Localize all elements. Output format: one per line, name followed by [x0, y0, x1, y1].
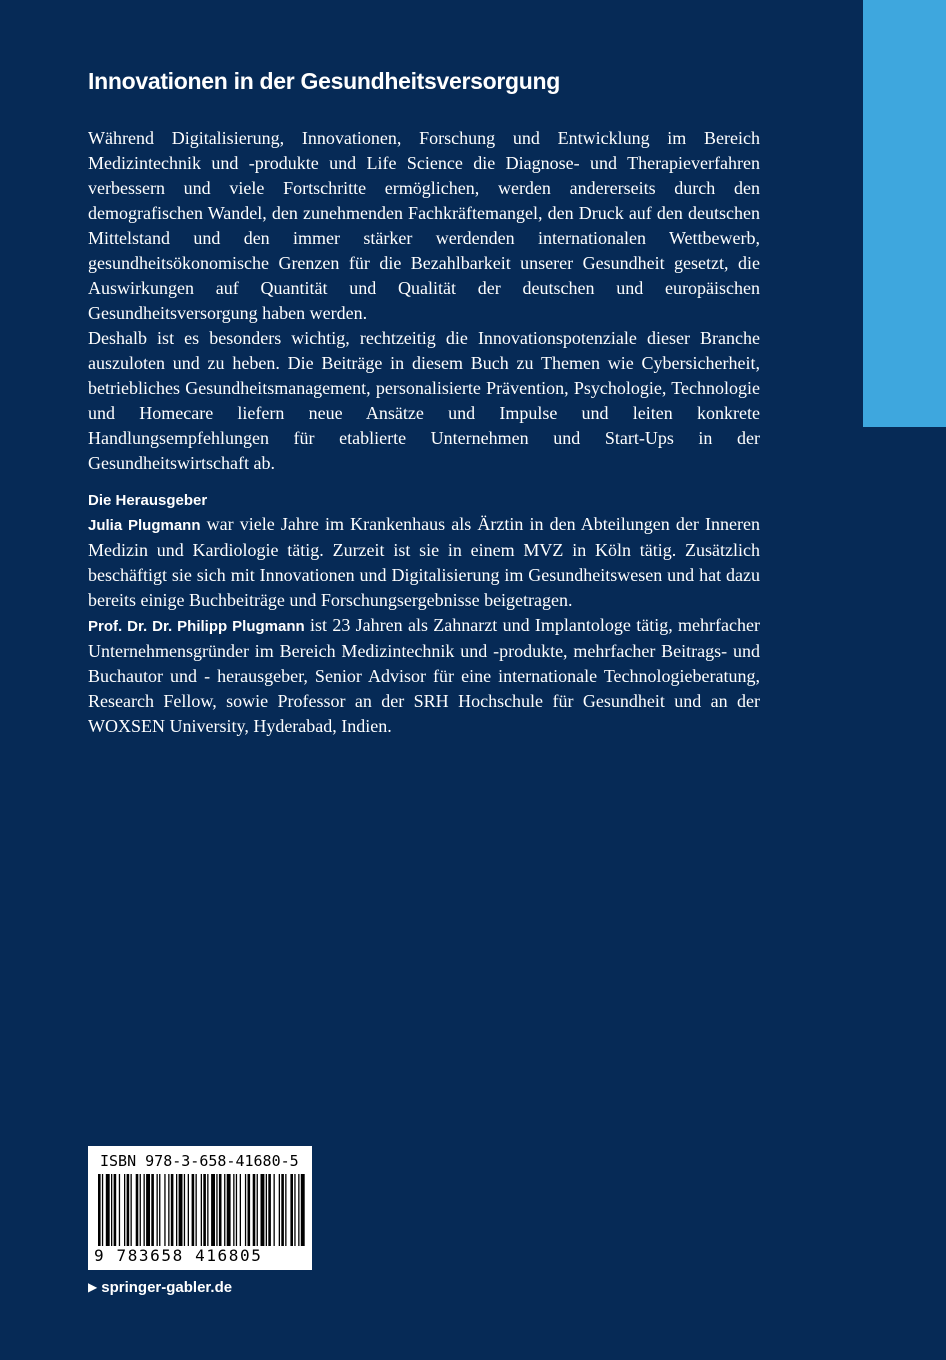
barcode-bar: [98, 1174, 101, 1246]
barcode-bar: [301, 1174, 305, 1246]
barcode-bar: [106, 1174, 110, 1246]
editor-name-2: Prof. Dr. Dr. Philipp Plugmann: [88, 618, 305, 635]
intro-paragraph-1: Während Digitalisierung, Innovationen, Forschung und Entwicklung im Bereich Medizintechnik und -produkte und Life Science die Diagnose- und Therapieverfahren verbessern und viele Fortschritte ermöglichen, werden andererseits durch den demografischen Wandel, den zunehmenden Fachkräftemangel, den Druck auf den deutschen Mittelstand und den immer stärker werdenden internationalen Wettbewerb, gesundheitsökonomische Grenzen für die Bezahlbarkeit unserer Gesundheit gesetzt, die Auswirkungen auf Quantität und Qualität der deutschen und europäischen Gesundheitsversorgung haben werden.: [88, 128, 760, 323]
accent-bar: [863, 0, 946, 427]
barcode-bar: [184, 1174, 185, 1246]
barcode-bar: [136, 1174, 139, 1246]
barcode-bar: [159, 1174, 160, 1246]
barcode-bar: [285, 1174, 286, 1246]
isbn-label: ISBN 978-3-658-41680-5: [100, 1152, 299, 1170]
barcode-bar: [207, 1174, 208, 1246]
barcode-bar: [157, 1174, 158, 1246]
barcode-bar: [279, 1174, 280, 1246]
barcode-bar: [268, 1174, 271, 1246]
barcode-bar: [179, 1174, 183, 1246]
barcode-bar: [124, 1174, 125, 1246]
barcode-bar: [290, 1174, 293, 1246]
barcode-bar: [176, 1174, 177, 1246]
barcode-bar: [111, 1174, 112, 1246]
barcode-bar: [131, 1174, 132, 1246]
editor-name-1: Julia Plugmann: [88, 517, 201, 534]
barcode-digits: 9 783658 416805: [94, 1246, 263, 1265]
barcode-bar: [102, 1174, 103, 1246]
barcode-bar: [266, 1174, 267, 1246]
barcode-bar: [151, 1174, 154, 1246]
barcode-bar: [140, 1174, 141, 1246]
barcode-bar: [219, 1174, 222, 1246]
barcode-bar: [164, 1174, 165, 1246]
barcode-bar: [216, 1174, 217, 1246]
barcode-bar: [119, 1174, 120, 1246]
barcode-bar: [146, 1174, 150, 1246]
barcode-bar: [196, 1174, 197, 1246]
barcode-bar: [240, 1174, 241, 1246]
barcode-bar: [144, 1174, 145, 1246]
editors-heading: Die Herausgeber: [88, 492, 208, 509]
editor-bio-2: [88, 613, 760, 739]
intro-paragraph-2: Deshalb ist es besonders wichtig, rechtzeitig die Innovationspotenziale dieser Branche auszuloten und zu heben. Die Beiträge in diesem Buch zu Themen wie Cybersicherheit, betriebliches Gesundheitsmanagement, personalisierte Prävention, Psychologie, Technologie und Homecare liefern neue Ansätze und Impulse und leiten konkrete Handlungsempfehlungen für etablierte Unternehmen und Start-Ups in der Gesundheitswirtschaft ab.: [88, 328, 760, 473]
barcode-bar: [248, 1174, 251, 1246]
editor-text-2: ist 23 Jahren als Zahnarzt und Implantologe tätig, mehrfacher Unternehmensgründer im Bereich Medizintechnik und -produkte, mehrfacher Beitrags- und Buchautor und - herausgeber, Senior Advisor für eine internationale Technologieberatung, Research Fellow, sowie Professor an der SRH Hochschule für Gesundheit und an der WOXSEN University, Hyderabad, Indien.: [88, 615, 760, 736]
barcode-bar: [298, 1174, 299, 1246]
editor-text-1: war viele Jahre im Krankenhaus als Ärztin in den Abteilungen der Inneren Medizin und Kardiologie tätig. Zurzeit ist sie in einem MVZ in Köln tätig. Zusätzlich beschäftigt sie sich mit Innovationen und Digitalisierung im Gesundheitswesen und hat dazu bereits einige Buchbeiträge und Forschungsergebnisse beigetragen.: [88, 514, 760, 610]
barcode-bar: [233, 1174, 234, 1246]
barcode-bar: [245, 1174, 246, 1246]
barcode-bar: [114, 1174, 117, 1246]
publisher-website-link[interactable]: [88, 1277, 232, 1298]
barcode-bar: [171, 1174, 174, 1246]
barcode-bars: [94, 1174, 306, 1246]
editor-bio-1: [88, 512, 760, 613]
barcode-bar: [168, 1174, 169, 1246]
barcode-bar: [188, 1174, 189, 1246]
triangle-right-icon: ▶: [88, 1280, 98, 1294]
barcode-bar: [203, 1174, 206, 1246]
book-title: Innovationen in der Gesundheitsversorgung: [88, 68, 561, 94]
barcode-bar: [224, 1174, 225, 1246]
barcode-bar: [236, 1174, 237, 1246]
barcode-bar: [281, 1174, 284, 1246]
barcode-bar: [127, 1174, 130, 1246]
isbn-barcode: [88, 1146, 312, 1270]
barcode-bar: [261, 1174, 265, 1246]
website-text: springer-gabler.de: [101, 1279, 233, 1296]
barcode-bar: [294, 1174, 295, 1246]
barcode-bar: [201, 1174, 202, 1246]
barcode-bar: [211, 1174, 215, 1246]
barcode-bar: [192, 1174, 195, 1246]
barcode-bar: [274, 1174, 275, 1246]
barcode-bar: [227, 1174, 231, 1246]
back-cover-content: [88, 66, 760, 739]
barcode-bar: [253, 1174, 256, 1246]
barcode-bar: [257, 1174, 258, 1246]
